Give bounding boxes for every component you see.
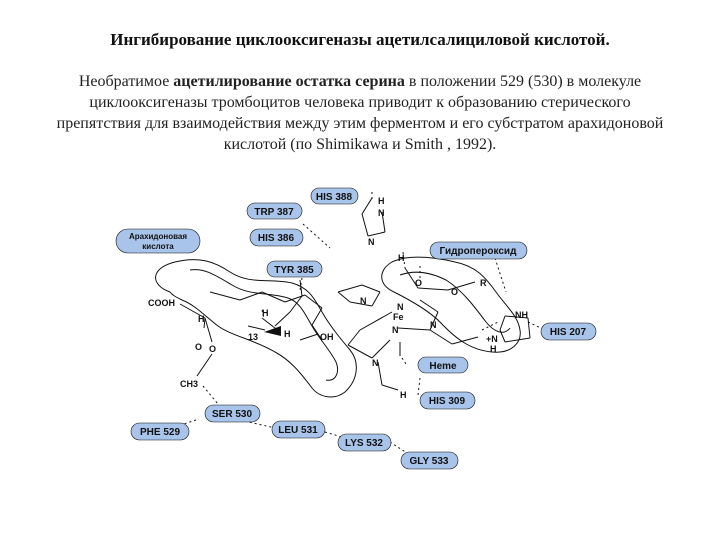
label-lys-532: LYS 532: [345, 438, 383, 449]
atom-h7: H: [400, 390, 407, 400]
label-phe-529: PHE 529: [139, 427, 181, 438]
atom-nh: NH: [515, 310, 528, 320]
label-his-207: HIS 207: [549, 327, 587, 338]
atom-o3: O: [195, 342, 203, 352]
atom-n7: N: [372, 358, 379, 368]
atom-h1: H: [378, 196, 385, 206]
atom-h5: H: [284, 329, 291, 339]
atom-o2: O: [451, 287, 459, 297]
atom-n6: N: [430, 320, 437, 330]
atom-ch3: CH3: [180, 379, 199, 389]
label-trp-387: TRP 387: [254, 207, 294, 218]
atom-n4: N: [397, 302, 404, 312]
residue-pills: [116, 188, 596, 469]
label-his-386: HIS 386: [257, 233, 295, 244]
atom-num13: 13: [248, 332, 259, 342]
atom-o4: O: [209, 344, 217, 354]
atom-oh: OH: [320, 332, 334, 342]
molecule-bonds: [180, 198, 530, 390]
description-paragraph: Необратимое ацетилирование остатка серина в положении 529 (530) в молекуле циклооксигеназы тромбоцитов человека приводит к образованию стерического препятствия для взаимодействия между этим ферментом и его субстратом арахидоновой кислотой (по Shimikawa и Smith , 1992).: [56, 73, 664, 153]
atom-n1: N: [378, 208, 385, 218]
atom-n3: N: [360, 296, 367, 306]
atom-n5: N: [392, 325, 399, 335]
label-arachidonic-1: Арахидоновая: [128, 232, 188, 241]
atom-h2: H: [398, 253, 405, 263]
atom-h4: H: [262, 308, 269, 318]
label-arachidonic-2: кислота: [142, 242, 174, 251]
label-his-388: HIS 388: [315, 192, 353, 203]
atom-plus-n: +N: [486, 334, 498, 344]
atom-n2: N: [368, 237, 375, 247]
label-leu-531: LEU 531: [278, 425, 318, 436]
wedge-bond: [264, 326, 281, 336]
atom-r: R: [480, 278, 487, 288]
substrate-outline: [156, 257, 521, 397]
atom-cooh: COOH: [148, 298, 175, 308]
label-hydroperoxide: Гидропероксид: [439, 246, 517, 257]
atom-o1: O: [415, 278, 423, 288]
atom-fe: Fe: [393, 312, 404, 322]
label-gly-533: GLY 533: [409, 456, 449, 467]
atom-h6: H: [490, 344, 497, 354]
label-ser-530: SER 530: [211, 409, 253, 420]
label-heme: Heme: [429, 361, 457, 372]
page-title: Ингибирование циклооксигеназы ацетилсалициловой кислотой.: [110, 30, 610, 49]
label-his-309: HIS 309: [428, 396, 466, 407]
label-tyr-385: TYR 385: [274, 265, 314, 276]
atom-h3: H: [198, 314, 205, 324]
